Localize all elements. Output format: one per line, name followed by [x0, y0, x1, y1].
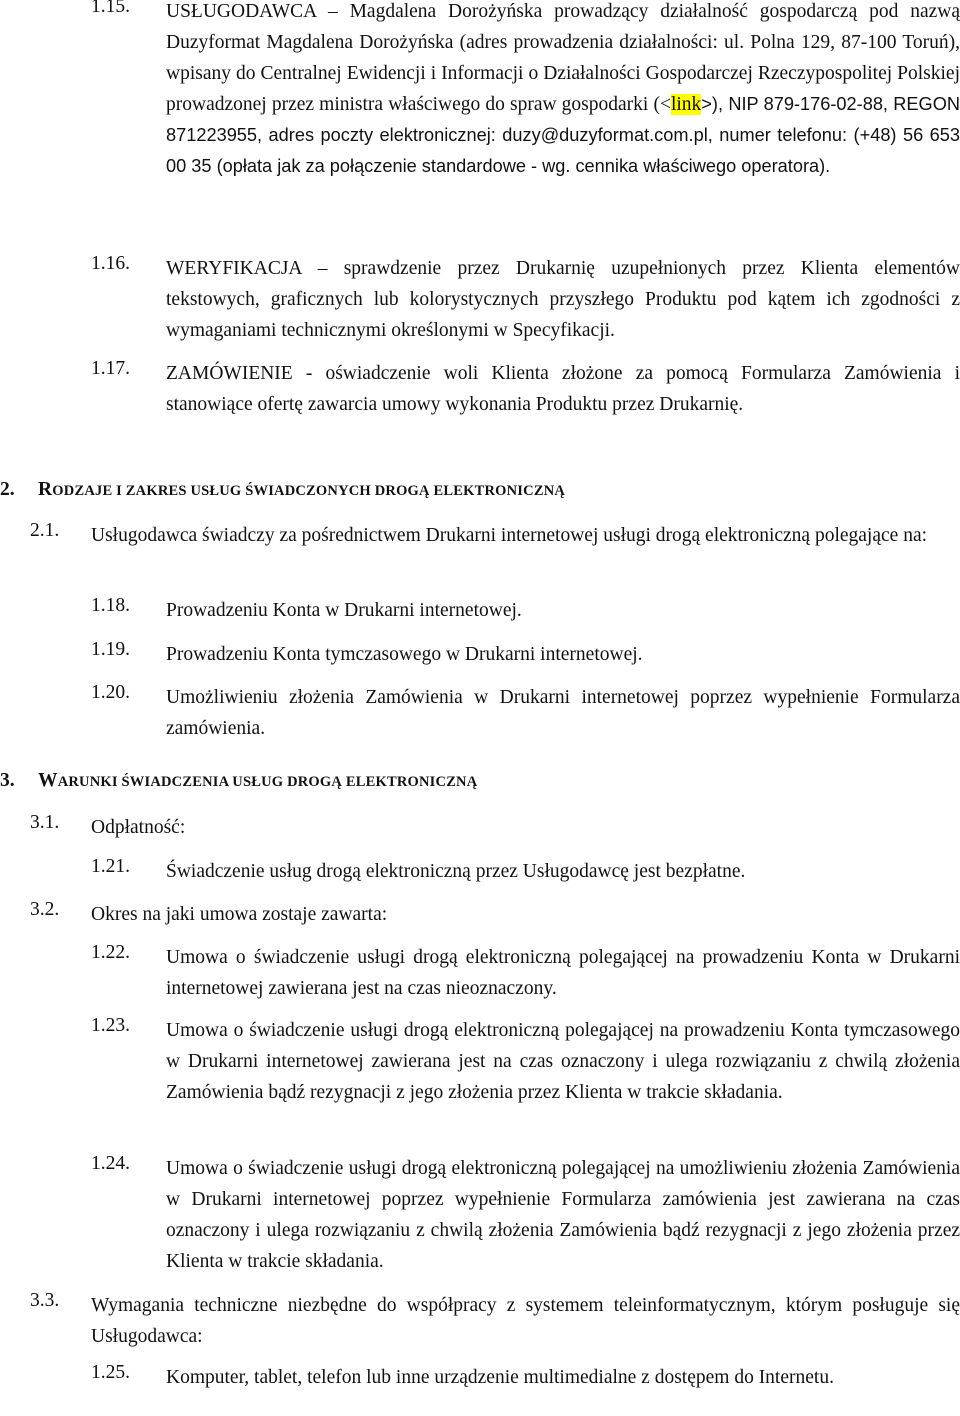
item-number: 1.18.: [91, 595, 130, 616]
list-item-1-24: [0, 1153, 960, 1279]
item-number: 1.23.: [91, 1015, 130, 1036]
definition-item-1-17: [0, 358, 960, 453]
clause-text: Usługodawca świadczy za pośrednictwem Drukarni internetowej usługi drogą elektroniczną polegające na:: [91, 525, 928, 546]
item-text: Prowadzeniu Konta w Drukarni internetowej.: [166, 600, 522, 621]
item-number: 1.24.: [91, 1153, 130, 1174]
clause-text: Wymagania techniczne niezbędne do współpracy z systemem teleinformatycznym, którym posługuje się Usługodawca:: [91, 1295, 960, 1347]
link-placeholder[interactable]: link: [670, 94, 702, 115]
item-text: Umowa o świadczenie usługi drogą elektroniczną polegającej na umożliwieniu złożenia Zamówienia w Drukarni internetowej poprzez wypełnienie Formularza zamówienia jest zawierana na czas oznaczony i ulega rozwiązaniu z chwilą złożenia Zamówienia bądź rezygnacji z jego złożenia przez Klienta w trakcie składania.: [166, 1158, 960, 1272]
section-title: RODZAJE I ZAKRES USŁUG ŚWIADCZONYCH DROGĄ ELEKTRONICZNĄ: [38, 479, 566, 500]
list-item-1-25: [0, 1362, 960, 1416]
item-text-part-a: USŁUGODAWCA – Magdalena Dorożyńska prowadzący działalność gospodarczą pod nazwą Duzyformat Magdalena Dorożyńska (adres prowadzenia działalności: ul. Polna 129, 87-100 Toruń), wpisany do Centralnej Ewidencji i Informacji o Działalności Gospodarczej Rzeczypospolitej Polskiej prowadzonej przez ministra właściwego do spraw gospodarki (<: [166, 1, 960, 115]
section-heading-3: [0, 770, 960, 796]
section-heading-2: [0, 479, 960, 505]
item-number: 1.22.: [91, 942, 130, 963]
clause-text: Okres na jaki umowa zostaje zawarta:: [91, 904, 388, 925]
clause-number: 3.3.: [30, 1290, 60, 1311]
item-text: [166, 0, 960, 182]
section-title: WARUNKI ŚWIADCZENIA USŁUG DROGĄ ELEKTRONICZNĄ: [38, 770, 478, 791]
list-item-1-22: [0, 942, 960, 1006]
clause-number: 3.1.: [30, 812, 60, 833]
clause-number: 3.2.: [30, 899, 60, 920]
item-number: 1.16.: [91, 253, 130, 274]
clause-2-1: [0, 520, 960, 584]
item-number: 1.21.: [91, 856, 130, 877]
item-text: Prowadzeniu Konta tymczasowego w Drukarni internetowej.: [166, 644, 643, 665]
section-number: 2.: [0, 479, 15, 500]
item-number: 1.17.: [91, 358, 130, 379]
list-item-1-20: [0, 682, 960, 746]
clause-text: Odpłatność:: [91, 817, 186, 838]
clause-number: 2.1.: [30, 520, 60, 541]
item-text: ZAMÓWIENIE - oświadczenie woli Klienta złożone za pomocą Formularza Zamówienia i stanowiące ofertę zawarcia umowy wykonania Produktu przez Drukarnię.: [166, 363, 960, 415]
list-item-1-18: [0, 595, 960, 627]
section-number: 3.: [0, 770, 15, 791]
item-number: 1.15.: [91, 0, 130, 17]
item-text: Umowa o świadczenie usługi drogą elektroniczną polegającej na prowadzeniu Konta tymczasowego w Drukarni internetowej zawierana jest na czas oznaczony i ulega rozwiązaniu z chwilą złożenia Zamówienia bądź rezygnacji z jego złożenia przez Klienta w trakcie składania.: [166, 1020, 960, 1103]
item-number: 1.20.: [91, 682, 130, 703]
definition-item-1-16: [0, 253, 960, 348]
list-item-1-23: [0, 1015, 960, 1141]
list-item-1-21: [0, 856, 960, 888]
list-item-1-19: [0, 639, 960, 671]
item-text: Umożliwieniu złożenia Zamówienia w Drukarni internetowej poprzez wypełnienie Formularza zamówienia.: [166, 687, 960, 739]
clause-3-3: [0, 1290, 960, 1354]
definition-item-1-15: [0, 0, 960, 236]
item-text: WERYFIKACJA – sprawdzenie przez Drukarnię uzupełnionych przez Klienta elementów tekstowych, graficznych lub kolorystycznych przyszłego Produktu pod kątem ich zgodności z wymaganiami technicznymi określonymi w Specyfikacji.: [166, 258, 960, 341]
item-text: Umowa o świadczenie usługi drogą elektroniczną polegającej na prowadzeniu Konta w Drukarni internetowej zawierana jest na czas nieoznaczony.: [166, 947, 960, 999]
item-text: Komputer, tablet, telefon lub inne urządzenie multimedialne z dostępem do Internetu.: [166, 1367, 834, 1388]
clause-3-2: [0, 899, 960, 931]
item-text: Świadczenie usług drogą elektroniczną przez Usługodawcę jest bezpłatne.: [166, 861, 746, 882]
item-number: 1.25.: [91, 1362, 130, 1383]
item-number: 1.19.: [91, 639, 130, 660]
clause-3-1: [0, 812, 960, 844]
item-text-part-b: >), NIP 879-176-02-88, REGON 871223955, adres poczty elektronicznej: duzy@duzyformat.com.pl, numer telefonu: (+48) 56 653 00 35 (opłata jak za połączenie standardowe - wg. cennika właściwego operatora).: [166, 94, 960, 176]
